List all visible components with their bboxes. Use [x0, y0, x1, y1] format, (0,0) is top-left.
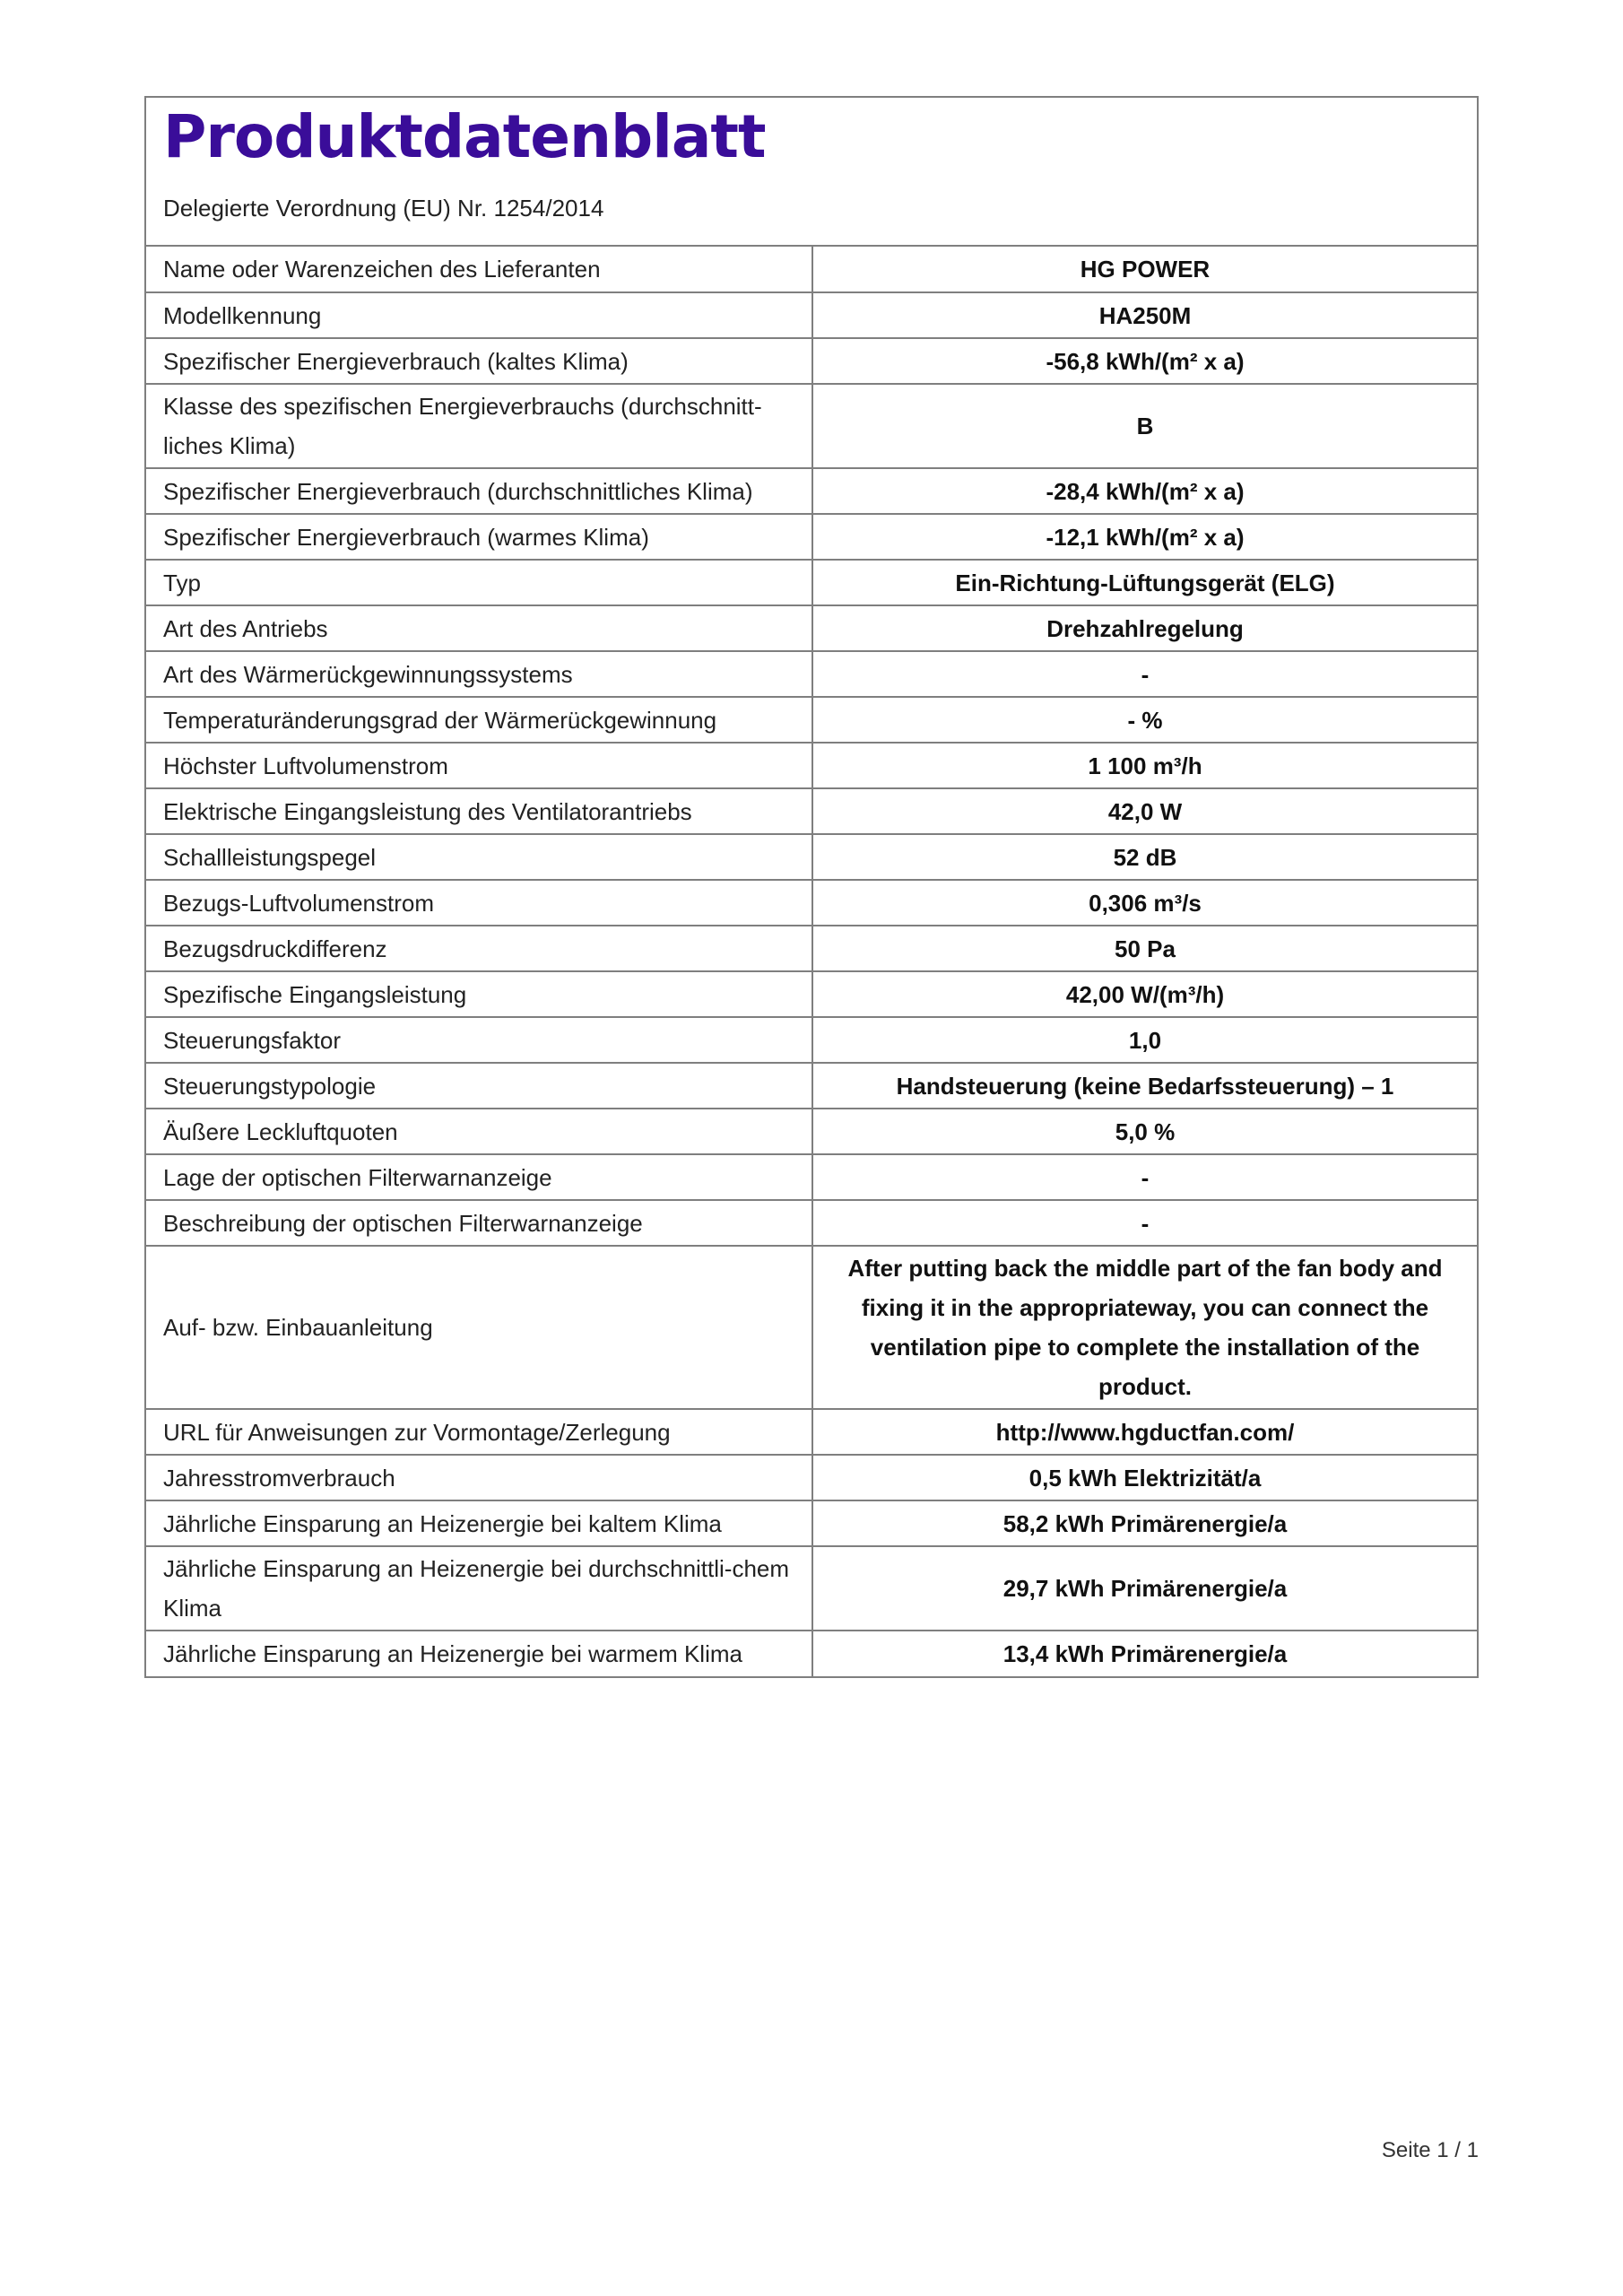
row-label: Bezugs-Luftvolumenstrom — [146, 880, 812, 926]
table-row — [146, 1017, 1477, 1063]
row-value: HG POWER — [1080, 256, 1211, 283]
table-row — [146, 1500, 1477, 1546]
row-label: Temperaturänderungsgrad der Wärmerückgewinnung — [146, 697, 812, 743]
row-value: 50 Pa — [812, 926, 1477, 971]
row-label: Spezifischer Energieverbrauch (warmes Klima) — [146, 514, 812, 560]
table-row — [146, 247, 1477, 292]
row-label: Steuerungstypologie — [146, 1063, 812, 1109]
row-value: 5,0 % — [812, 1109, 1477, 1154]
row-label: Spezifischer Energieverbrauch (kaltes Klima) — [146, 338, 812, 384]
table-row — [146, 560, 1477, 605]
row-label: Beschreibung der optischen Filterwarnanzeige — [146, 1200, 812, 1246]
table-row — [146, 384, 1477, 468]
row-label: Elektrische Eingangsleistung des Ventilatorantriebs — [146, 788, 812, 834]
row-label: Spezifischer Energieverbrauch (durchschnittliches Klima) — [146, 468, 812, 514]
table-row — [146, 1200, 1477, 1246]
page-title: Produktdatenblatt — [163, 102, 766, 171]
row-label: Art des Antriebs — [146, 605, 812, 651]
row-value: B — [812, 384, 1477, 468]
row-value: 58,2 kWh Primärenergie/a — [812, 1500, 1477, 1546]
row-label: Jährliche Einsparung an Heizenergie bei kaltem Klima — [146, 1500, 812, 1546]
installation-instructions: After putting back the middle part of the fan body and fixing it in the appropriateway, you can connect the ventilation pipe to complete the installation of the product. — [812, 1246, 1477, 1409]
table-row — [146, 926, 1477, 971]
row-value: Handsteuerung (keine Bedarfssteuerung) – 1 — [812, 1063, 1477, 1109]
regulation-reference: Delegierte Verordnung (EU) Nr. 1254/2014 — [163, 195, 604, 222]
row-label: Jährliche Einsparung an Heizenergie bei durchschnittli-chem Klima — [146, 1546, 812, 1631]
table-row — [146, 1455, 1477, 1500]
row-value: - — [812, 651, 1477, 697]
row-label: Schallleistungspegel — [146, 834, 812, 880]
row-value: 0,5 kWh Elektrizität/a — [812, 1455, 1477, 1500]
row-label: Jährliche Einsparung an Heizenergie bei warmem Klima — [146, 1631, 812, 1676]
row-value: 52 dB — [812, 834, 1477, 880]
row-label: Bezugsdruckdifferenz — [146, 926, 812, 971]
specification-table — [146, 247, 1477, 1676]
row-label: Jahresstromverbrauch — [146, 1455, 812, 1500]
row-label: Klasse des spezifischen Energieverbrauchs (durchschnitt-liches Klima) — [146, 384, 812, 468]
row-value: 42,0 W — [812, 788, 1477, 834]
table-row — [146, 1546, 1477, 1631]
table-row — [146, 971, 1477, 1017]
row-value: -12,1 kWh/(m² x a) — [812, 514, 1477, 560]
table-row — [146, 605, 1477, 651]
table-row — [146, 1109, 1477, 1154]
row-value: 42,00 W/(m³/h) — [812, 971, 1477, 1017]
row-value: -56,8 kWh/(m² x a) — [812, 338, 1477, 384]
row-label: Höchster Luftvolumenstrom — [146, 743, 812, 788]
table-row — [146, 338, 1477, 384]
row-value: 13,4 kWh Primärenergie/a — [812, 1631, 1477, 1676]
row-value: Drehzahlregelung — [812, 605, 1477, 651]
row-value: - — [812, 1200, 1477, 1246]
row-label: Lage der optischen Filterwarnanzeige — [146, 1154, 812, 1200]
row-label: Auf- bzw. Einbauanleitung — [146, 1246, 812, 1409]
row-value: 29,7 kWh Primärenergie/a — [812, 1546, 1477, 1631]
row-value: 1,0 — [812, 1017, 1477, 1063]
row-value: - % — [812, 697, 1477, 743]
row-value: HA250M — [812, 292, 1477, 338]
row-value: -28,4 kWh/(m² x a) — [812, 468, 1477, 514]
page-number: Seite 1 / 1 — [1381, 2138, 1479, 2162]
row-label: Spezifische Eingangsleistung — [146, 971, 812, 1017]
row-value: - — [812, 1154, 1477, 1200]
row-label: Typ — [146, 560, 812, 605]
table-row — [146, 1409, 1477, 1455]
table-row — [146, 697, 1477, 743]
table-row — [146, 788, 1477, 834]
table-row — [146, 743, 1477, 788]
table-row — [146, 292, 1477, 338]
table-row — [146, 880, 1477, 926]
table-row — [146, 1063, 1477, 1109]
row-label: Äußere Leckluftquoten — [146, 1109, 812, 1154]
manufacturer-url-link[interactable]: http://www.hgductfan.com/ — [812, 1409, 1477, 1455]
table-row — [146, 468, 1477, 514]
row-label: Steuerungsfaktor — [146, 1017, 812, 1063]
row-value: Ein-Richtung-Lüftungsgerät (ELG) — [812, 560, 1477, 605]
table-row — [146, 1154, 1477, 1200]
row-label: Modellkennung — [146, 292, 812, 338]
row-value: 0,306 m³/s — [812, 880, 1477, 926]
row-value: 1 100 m³/h — [812, 743, 1477, 788]
product-data-sheet — [144, 96, 1479, 1678]
table-row — [146, 651, 1477, 697]
table-row — [146, 514, 1477, 560]
table-row — [146, 1246, 1477, 1409]
row-label: Art des Wärmerückgewinnungssystems — [146, 651, 812, 697]
row-label: Name oder Warenzeichen des Lieferanten — [146, 247, 812, 292]
table-row — [146, 1631, 1477, 1676]
sheet-header — [146, 98, 1477, 247]
table-row — [146, 834, 1477, 880]
row-label: URL für Anweisungen zur Vormontage/Zerlegung — [146, 1409, 812, 1455]
